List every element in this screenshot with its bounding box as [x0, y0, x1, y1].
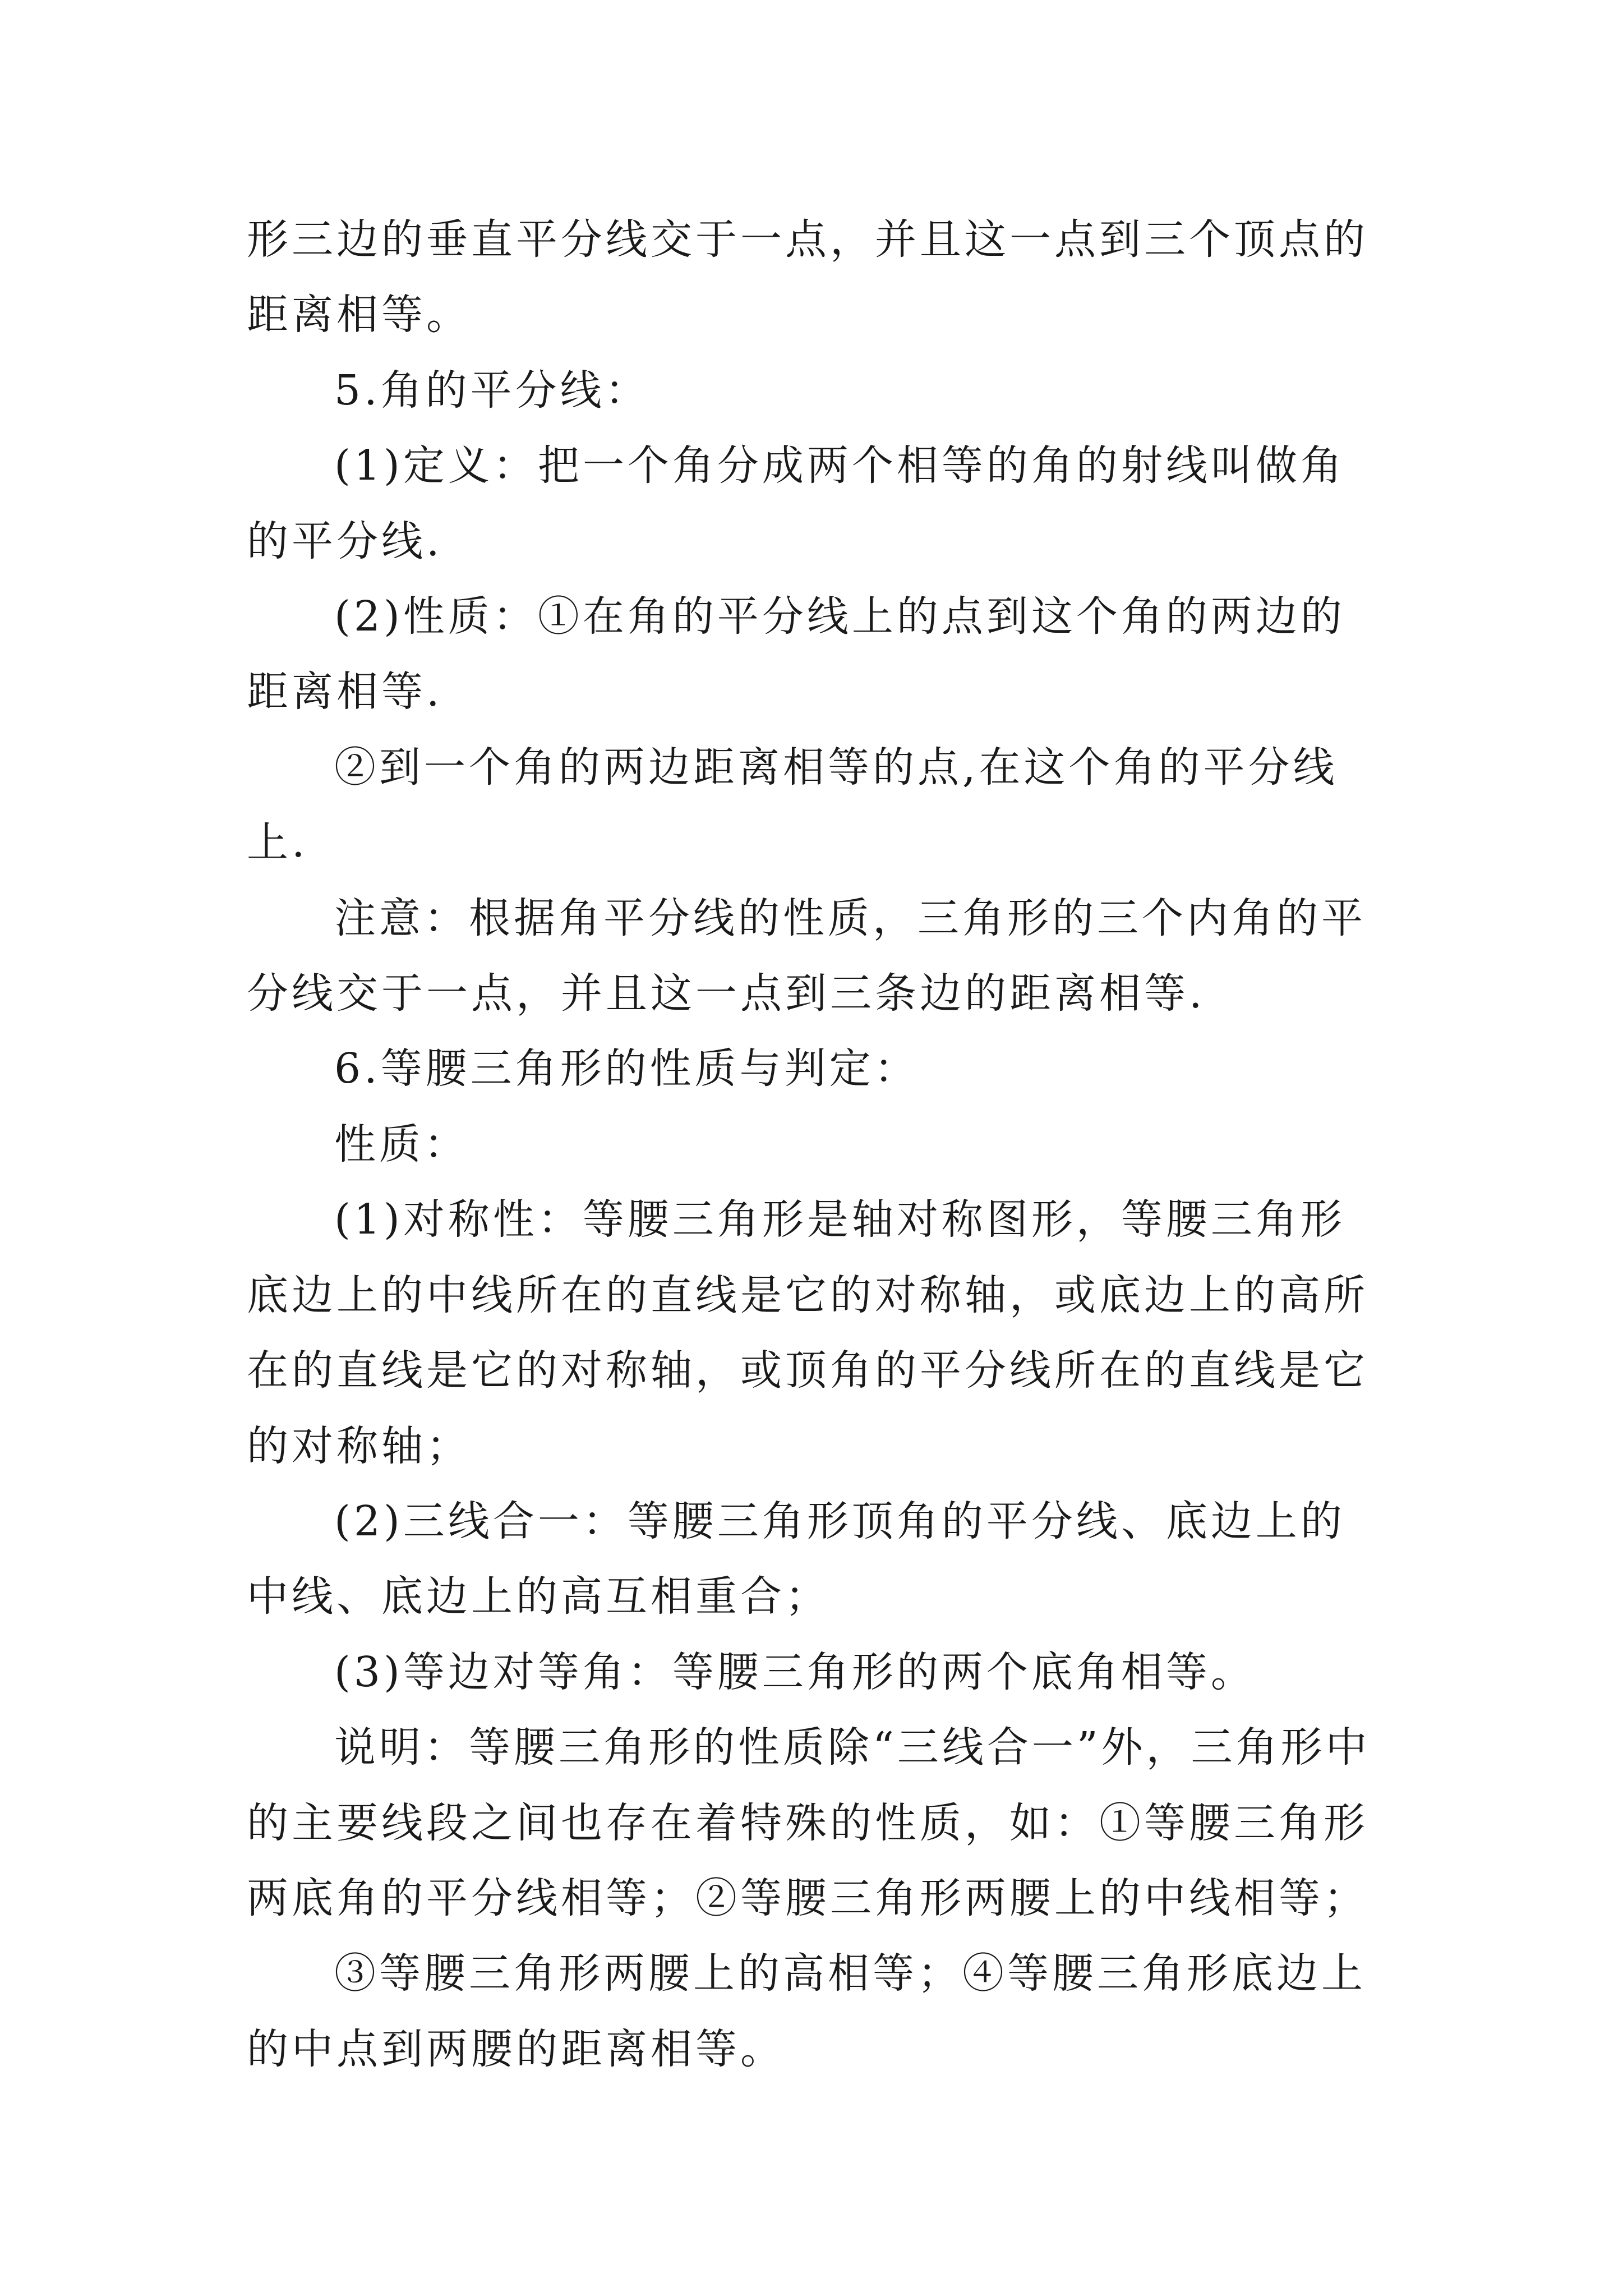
paragraph: (2)性质：①在角的平分线上的点到这个角的两边的距离相等.: [247, 592, 1345, 716]
paragraph: (1)对称性：等腰三角形是轴对称图形，等腰三角形底边上的中线所在的直线是它的对称轴，或底边上的高所在的直线是它的对称轴，或顶角的平分线所在的直线是它的对称轴；: [247, 1195, 1368, 1470]
paragraph: 注意：根据角平分线的性质，三角形的三个内角的平分线交于一点，并且这一点到三条边的距离相等.: [247, 894, 1366, 1018]
paragraph: 6.等腰三角形的性质与判定：: [334, 1045, 919, 1093]
paragraph: 5.角的平分线：: [334, 366, 650, 415]
document-body: [247, 202, 1388, 2087]
paragraph: ③等腰三角形两腰上的高相等；④等腰三角形底边上的中点到两腰的距离相等。: [247, 1949, 1366, 2073]
paragraph: 性质：: [334, 1120, 469, 1168]
paragraph: 说明：等腰三角形的性质除“三线合一”外，三角形中的主要线段之间也存在着特殊的性质，如：①等腰三角形两底角的平分线相等；②等腰三角形两腰上的中线相等；: [247, 1723, 1371, 1922]
paragraph: (2)三线合一：等腰三角形顶角的平分线、底边上的中线、底边上的高互相重合；: [247, 1497, 1345, 1621]
paragraph: (3)等边对等角：等腰三角形的两个底角相等。: [334, 1648, 1256, 1696]
paragraph: 形三边的垂直平分线交于一点，并且这一点到三个顶点的距离相等。: [247, 215, 1368, 339]
paragraph: (1)定义：把一个角分成两个相等的角的射线叫做角的平分线.: [247, 441, 1345, 565]
paragraph: ②到一个角的两边距离相等的点,在这个角的平分线上.: [247, 743, 1338, 867]
